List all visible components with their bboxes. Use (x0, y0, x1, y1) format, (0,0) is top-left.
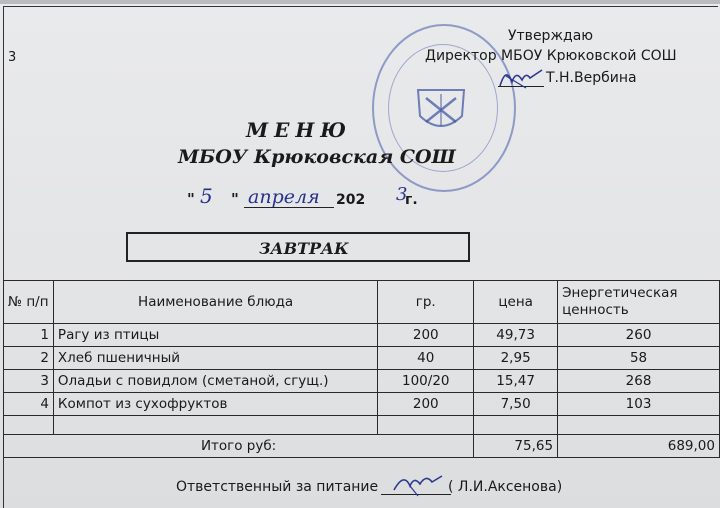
row-energy: 58 (558, 347, 720, 370)
paper-edge (0, 0, 720, 4)
header-price: цена (474, 281, 558, 324)
row-name: Оладьи с повидлом (сметаной, сгущ.) (53, 370, 377, 393)
header-name: Наименование блюда (53, 281, 377, 324)
row-energy: 260 (558, 324, 720, 347)
date-year-digit: 3 (396, 184, 408, 205)
row-energy: 103 (558, 393, 720, 416)
total-label: Итого руб: (4, 435, 474, 458)
total-price: 75,65 (474, 435, 558, 458)
row-num: 2 (4, 347, 54, 370)
row-energy: 268 (558, 370, 720, 393)
page-number: 3 (8, 50, 17, 65)
row-price: 2,95 (474, 347, 558, 370)
date-underline (244, 207, 334, 208)
table-header-row (4, 281, 720, 324)
row-name: Хлеб пшеничный (53, 347, 377, 370)
table-row (4, 393, 720, 416)
table-row (4, 370, 720, 393)
stamp-emblem-icon (412, 86, 470, 138)
date-year-suffix: г. (405, 192, 418, 208)
responsible-signature-icon (390, 470, 446, 498)
menu-title: МЕНЮ (246, 118, 353, 142)
menu-table (3, 280, 720, 458)
date-month: апреля (248, 186, 320, 208)
row-name: Компот из сухофруктов (53, 393, 377, 416)
row-num: 3 (4, 370, 54, 393)
row-num: 4 (4, 393, 54, 416)
row-grams: 200 (378, 393, 474, 416)
approval-heading: Утверждаю (508, 28, 594, 44)
row-price: 15,47 (474, 370, 558, 393)
header-energy: Энергетическая ценность (558, 281, 720, 324)
school-name: МБОУ Крюковская СОШ (178, 146, 456, 168)
date-day: 5 (200, 184, 213, 208)
table-row (4, 347, 720, 370)
responsible-name: ( Л.И.Аксенова) (448, 479, 563, 495)
table-empty-row (4, 416, 720, 435)
approval-position: Директор МБОУ Крюковской СОШ (425, 48, 677, 64)
meal-heading-box (126, 232, 470, 262)
row-grams: 200 (378, 324, 474, 347)
meal-heading: ЗАВТРАК (259, 239, 349, 258)
row-grams: 40 (378, 347, 474, 370)
date-year-prefix: 202 (336, 192, 366, 208)
row-name: Рагу из птицы (53, 324, 377, 347)
total-energy: 689,00 (558, 435, 720, 458)
responsible-label: Ответственный за питание (176, 479, 379, 495)
row-grams: 100/20 (378, 370, 474, 393)
date-quote-close: " (231, 190, 239, 208)
row-num: 1 (4, 324, 54, 347)
header-num: № п/п (4, 281, 54, 324)
row-price: 49,73 (474, 324, 558, 347)
director-name: Т.Н.Вербина (546, 70, 637, 86)
table-total-row (4, 435, 720, 458)
table-row (4, 324, 720, 347)
director-signature-icon (496, 62, 546, 92)
header-grams: гр. (378, 281, 474, 324)
date-quote-open: " (187, 190, 195, 208)
row-price: 7,50 (474, 393, 558, 416)
